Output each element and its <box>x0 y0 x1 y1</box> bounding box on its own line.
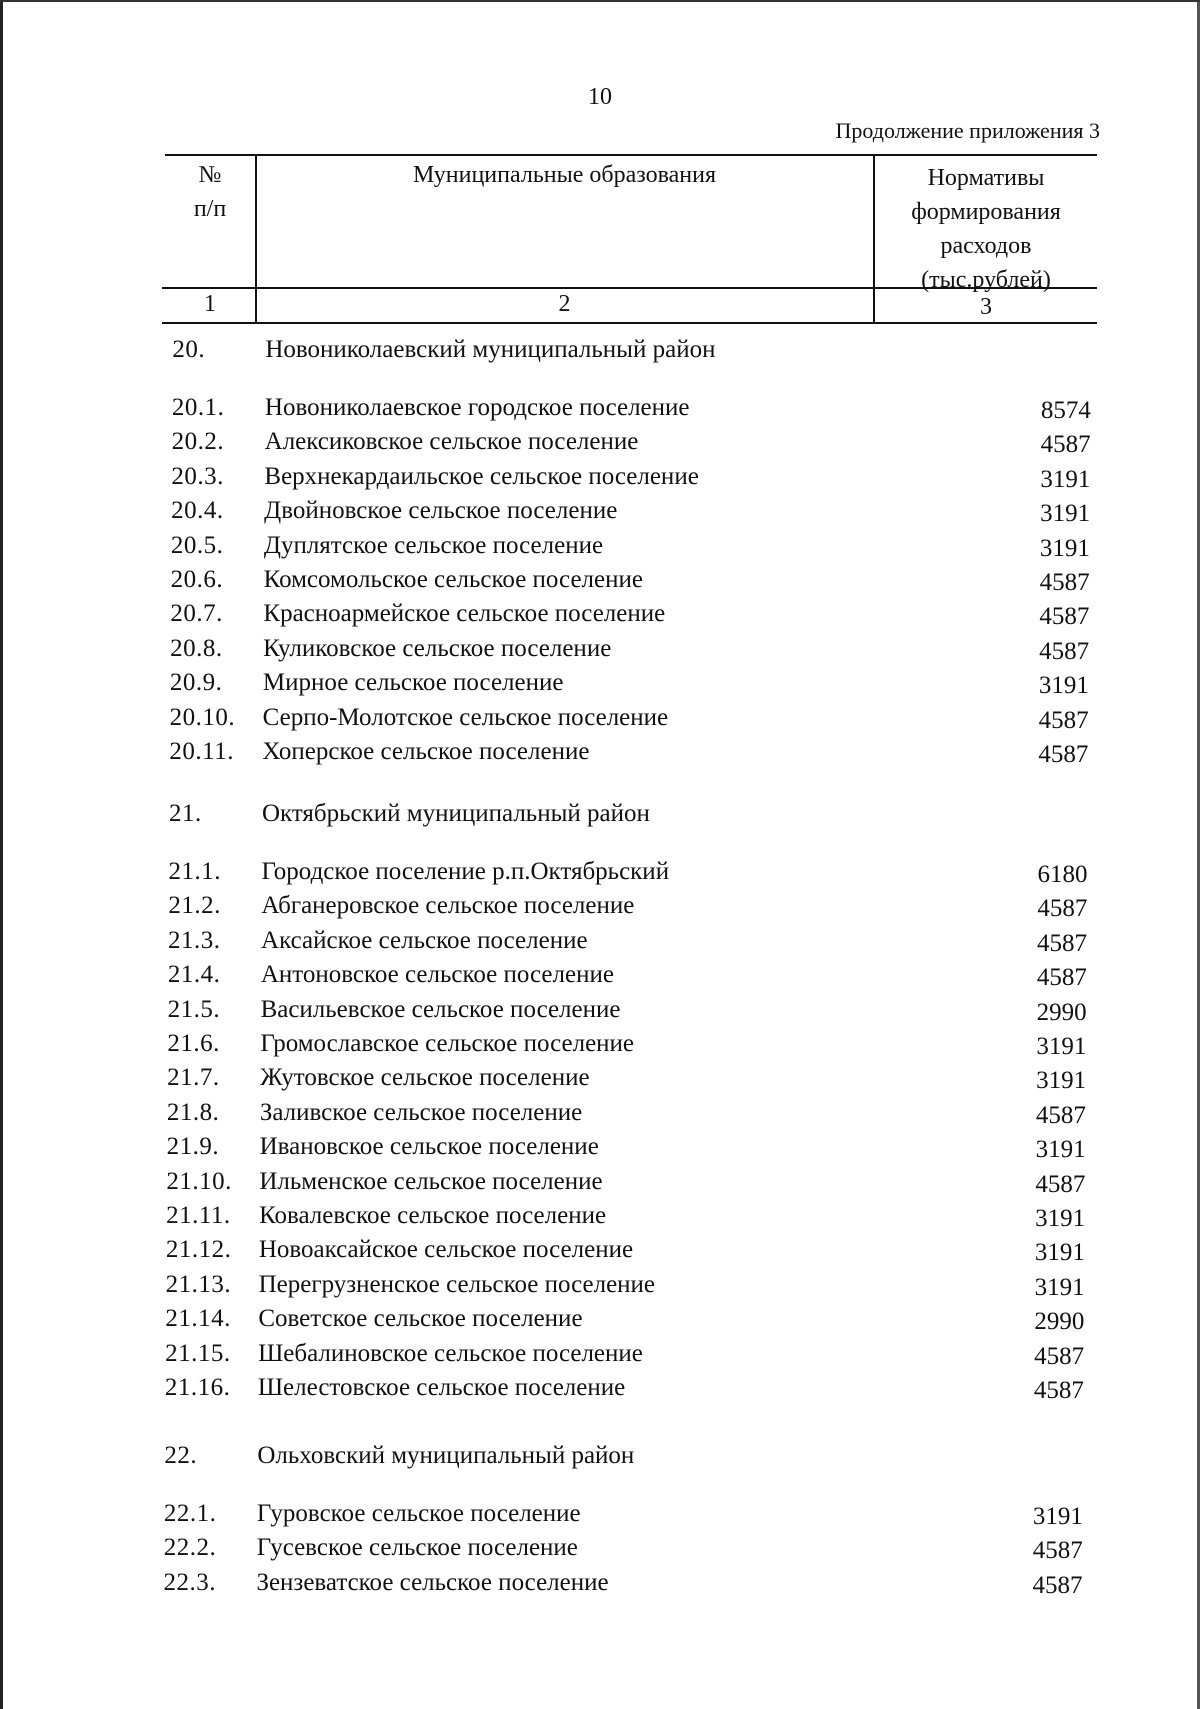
table-row-municipality: Зензеватское сельское поселение <box>256 1569 609 1596</box>
table-row-number: 21.13. <box>165 1271 232 1298</box>
table-row-municipality: Куликовское сельское поселение <box>263 635 612 662</box>
table-row-value: 6180 <box>1037 861 1088 888</box>
table-row-number: 20.6. <box>170 566 224 593</box>
table-row-municipality: Гусевское сельское поселение <box>256 1534 578 1561</box>
table-row-value: 4587 <box>1036 964 1087 991</box>
table-row-municipality: Васильевское сельское поселение <box>260 996 621 1023</box>
table-row-number: 21.9. <box>166 1133 220 1160</box>
table-row-number: 20.8. <box>170 635 223 662</box>
table-row-municipality: Серпо-Молотское сельское поселение <box>262 704 669 731</box>
table-row-value: 4587 <box>1034 1343 1085 1370</box>
table-row-number: 20.5. <box>170 532 224 559</box>
section-title: Ольховский муниципальный район <box>257 1442 635 1469</box>
table-row-municipality: Хоперское сельское поселение <box>262 738 590 765</box>
table-row-municipality: Советское сельское поселение <box>258 1305 583 1332</box>
table-row-municipality: Громославское сельское поселение <box>260 1030 635 1057</box>
table-row-municipality: Комсомольское сельское поселение <box>263 566 643 593</box>
table-row-number: 21.5. <box>167 996 221 1023</box>
table-row-number: 20.11. <box>169 738 234 765</box>
table-row-municipality: Абганеровское сельское поселение <box>261 892 635 919</box>
table-row-number: 21.15. <box>165 1340 231 1367</box>
table-row-value: 3191 <box>1040 466 1091 493</box>
table-row-number: 22.3. <box>163 1569 216 1596</box>
table-row-municipality: Алексиковское сельское поселение <box>264 428 639 455</box>
table-row-number: 20.3. <box>171 463 224 490</box>
table-row-value: 4587 <box>1033 1377 1084 1404</box>
table-row-value: 4587 <box>1039 638 1090 665</box>
table-row-municipality: Гуровское сельское поселение <box>256 1500 581 1527</box>
table-row-municipality: Перегрузненское сельское поселение <box>258 1271 656 1298</box>
section-title: Октябрьский муниципальный район <box>261 800 650 827</box>
header-col-index-3: 3 <box>980 294 992 320</box>
table-row-value: 3191 <box>1035 1205 1086 1232</box>
table-row-municipality: Заливское сельское поселение <box>259 1099 583 1126</box>
table-row-number: 22.1. <box>163 1500 217 1527</box>
table-row-number: 22.2. <box>163 1534 217 1561</box>
table-row-number: 20.2. <box>171 428 225 455</box>
table-row-value: 4587 <box>1037 930 1088 957</box>
table-row-municipality: Красноармейское сельское поселение <box>263 600 666 627</box>
table-row-value: 4587 <box>1037 895 1088 922</box>
table-row-value: 4587 <box>1032 1572 1083 1599</box>
table-row-value: 3191 <box>1038 672 1089 699</box>
table-row-municipality: Двойновское сельское поселение <box>264 497 618 524</box>
section-number: 21. <box>168 800 202 827</box>
table-row-number: 21.11. <box>166 1202 231 1229</box>
table-row-value: 3191 <box>1036 1067 1087 1094</box>
table-row-number: 20.4. <box>171 497 224 524</box>
table-row-number: 20.1. <box>171 394 225 421</box>
appendix-continuation-note: Продолжение приложения 3 <box>835 118 1100 143</box>
table-row-value: 8574 <box>1040 397 1091 424</box>
table-row-value: 3191 <box>1032 1503 1083 1530</box>
table-row-municipality: Верхнекардаильское сельское поселение <box>264 463 699 490</box>
table-row-value: 3191 <box>1034 1274 1085 1301</box>
table-row-municipality: Новоаксайское сельское поселение <box>258 1236 634 1263</box>
table-row-value: 4587 <box>1035 1102 1086 1129</box>
table-row-number: 21.1. <box>168 858 222 885</box>
table-row-municipality: Городское поселение р.п.Октябрьский <box>261 858 670 885</box>
table-row-number: 21.10. <box>166 1168 232 1195</box>
table-row-number: 21.16. <box>164 1374 231 1401</box>
table-row-municipality: Жутовское сельское поселение <box>260 1064 590 1091</box>
page-number: 10 <box>588 84 612 110</box>
table-row-value: 3191 <box>1036 1033 1087 1060</box>
table-row-value: 4587 <box>1035 1171 1086 1198</box>
table-row-municipality: Шебалиновское сельское поселение <box>258 1340 643 1367</box>
table-row-number: 21.3. <box>168 927 221 954</box>
table-row-value: 4587 <box>1039 603 1090 630</box>
section-title: Новониколаевский муниципальный район <box>265 336 716 363</box>
table-row-value: 4587 <box>1039 569 1090 596</box>
table-row-municipality: Антоновское сельское поселение <box>260 961 614 988</box>
table-row-number: 21.12. <box>165 1236 232 1263</box>
header-col-number: № п/п <box>193 162 227 222</box>
table-row-number: 20.10. <box>169 704 236 731</box>
table-row-number: 21.8. <box>166 1099 220 1126</box>
table-row-municipality: Аксайское сельское поселение <box>261 927 588 954</box>
table-row-number: 21.7. <box>167 1064 220 1091</box>
table-row-value: 3191 <box>1040 500 1091 527</box>
table-row-municipality: Новониколаевское городское поселение <box>264 394 690 421</box>
section-number: 22. <box>164 1442 198 1469</box>
table-row-value: 2990 <box>1034 1308 1085 1335</box>
table-row-municipality: Дуплятское сельское поселение <box>263 532 604 559</box>
table-row-value: 4587 <box>1040 431 1091 458</box>
table-row-value: 3191 <box>1034 1239 1085 1266</box>
header-col-index-1: 1 <box>204 291 216 317</box>
header-col-index-2: 2 <box>558 291 571 317</box>
table-row-municipality: Ильменское сельское поселение <box>259 1168 603 1195</box>
table-row-value: 4587 <box>1038 707 1089 734</box>
table-row-number: 21.6. <box>167 1030 220 1057</box>
table-row-number: 21.2. <box>168 892 221 919</box>
table-row-municipality: Мирное сельское поселение <box>262 669 564 696</box>
table-row-municipality: Шелестовское сельское поселение <box>257 1374 626 1401</box>
header-col-norms: Нормативы формирования расходов (тыс.рублей) <box>911 165 1061 293</box>
table-row-number: 21.14. <box>165 1305 231 1332</box>
table-row-municipality: Ковалевское сельское поселение <box>259 1202 607 1229</box>
header-col-municipality: Муниципальные образования <box>413 162 716 188</box>
table-row-value: 4587 <box>1038 741 1089 768</box>
table-row-value: 2990 <box>1036 999 1087 1026</box>
table-row-number: 21.4. <box>167 961 221 988</box>
table-row-value: 4587 <box>1032 1537 1083 1564</box>
table-row-number: 20.9. <box>169 669 223 696</box>
table-row-value: 3191 <box>1039 535 1090 562</box>
section-number: 20. <box>172 336 206 363</box>
table-row-municipality: Ивановское сельское поселение <box>259 1133 599 1160</box>
table-row-value: 3191 <box>1035 1136 1086 1163</box>
table-row-number: 20.7. <box>170 600 223 627</box>
